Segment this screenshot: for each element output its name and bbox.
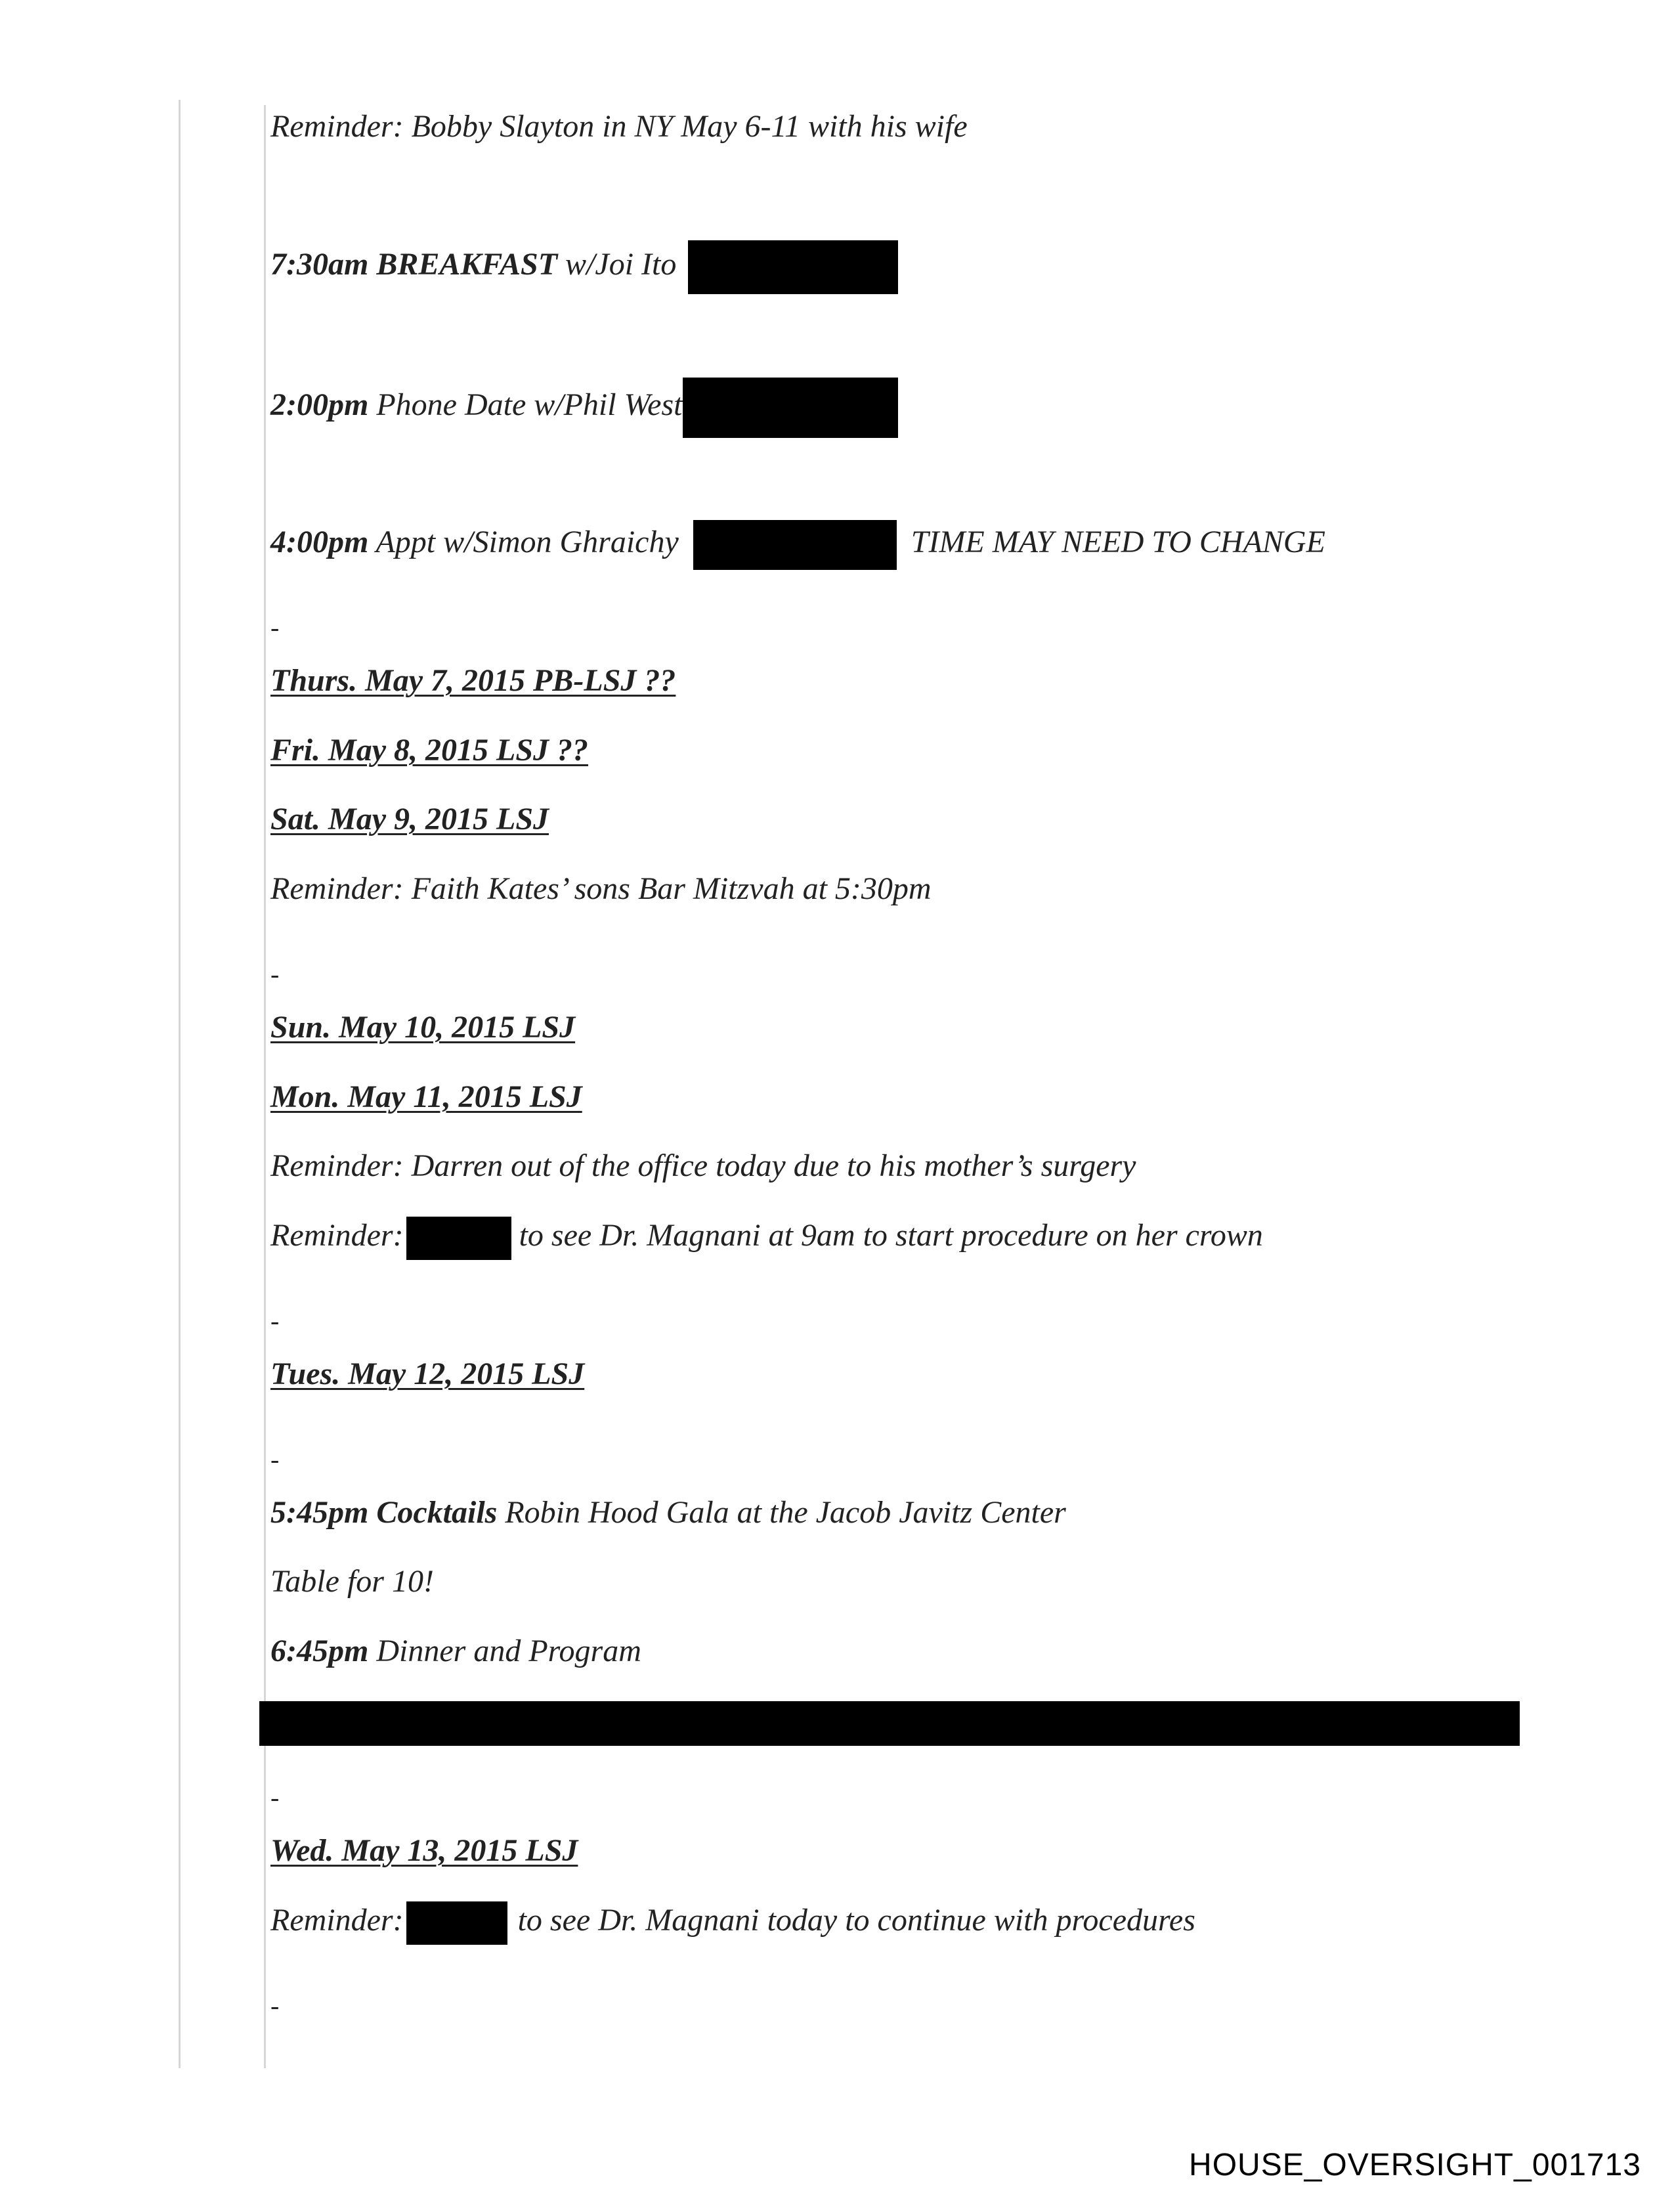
entry-text: Robin Hood Gala at the Jacob Javitz Center	[505, 1495, 1066, 1530]
bates-number: HOUSE_OVERSIGHT_001713	[1189, 2148, 1641, 2182]
date-heading-may-10: Sun. May 10, 2015 LSJ	[270, 1010, 576, 1045]
separator: -	[270, 1783, 280, 1812]
redaction-box	[406, 1901, 507, 1945]
date-heading-may-7: Thurs. May 7, 2015 PB-LSJ ??	[270, 663, 676, 698]
entry-time: 5:45pm Cocktails	[270, 1495, 498, 1530]
breakfast-entry	[270, 238, 898, 291]
separator: -	[270, 1991, 280, 2020]
entry-text: Reminder:	[270, 1218, 404, 1253]
redaction-box	[688, 240, 898, 294]
redaction-bar	[259, 1701, 1520, 1746]
date-heading-may-11: Mon. May 11, 2015 LSJ	[270, 1079, 582, 1114]
reminder-bobby-slayton	[270, 100, 968, 153]
separator: -	[270, 613, 280, 642]
entry-time: 6:45pm	[270, 1634, 369, 1668]
entry-text: Reminder:	[270, 1903, 404, 1938]
entry-text: to see Dr. Magnani at 9am to start procedure on her crown	[519, 1218, 1263, 1253]
entry-text: Appt w/Simon Ghraichy	[376, 525, 679, 559]
table-note: Table for 10!	[270, 1564, 434, 1599]
appointment-entry	[270, 516, 1325, 569]
margin-rule-inner	[264, 105, 266, 2068]
entry-text: w/Joi Ito	[565, 247, 677, 282]
reminder-bar-mitzvah: Reminder: Faith Kates’ sons Bar Mitzvah at 5:30pm	[270, 871, 932, 906]
entry-text: to see Dr. Magnani today to continue with procedures	[517, 1903, 1195, 1938]
redaction-box	[683, 378, 898, 438]
date-heading-may-8: Fri. May 8, 2015 LSJ ??	[270, 733, 589, 768]
redaction-box	[693, 520, 897, 570]
separator: -	[270, 959, 280, 989]
cocktails-entry	[270, 1486, 1066, 1539]
date-heading-may-9: Sat. May 9, 2015 LSJ	[270, 802, 549, 836]
separator: -	[270, 1306, 280, 1335]
date-heading-may-13: Wed. May 13, 2015 LSJ	[270, 1833, 578, 1868]
entry-text: Phone Date w/Phil West	[376, 387, 683, 423]
entry-note: TIME MAY NEED TO CHANGE	[911, 525, 1325, 559]
redaction-box	[406, 1217, 511, 1260]
entry-time: 7:30am BREAKFAST	[270, 247, 558, 282]
reminder-magnani-crown	[270, 1209, 1263, 1262]
entry-time: 4:00pm	[270, 525, 369, 559]
reminder-magnani-continue	[270, 1894, 1195, 1947]
entry-text: Reminder: Bobby Slayton in NY May 6-11 with his wife	[270, 109, 968, 144]
dinner-entry	[270, 1625, 641, 1678]
separator: -	[270, 1444, 280, 1474]
entry-text: Dinner and Program	[376, 1634, 641, 1668]
phone-date-entry	[270, 378, 898, 430]
reminder-darren: Reminder: Darren out of the office today due to his mother’s surgery	[270, 1148, 1136, 1183]
margin-rule-outer	[179, 100, 181, 2068]
entry-time: 2:00pm	[270, 387, 369, 423]
date-heading-may-12: Tues. May 12, 2015 LSJ	[270, 1356, 585, 1391]
